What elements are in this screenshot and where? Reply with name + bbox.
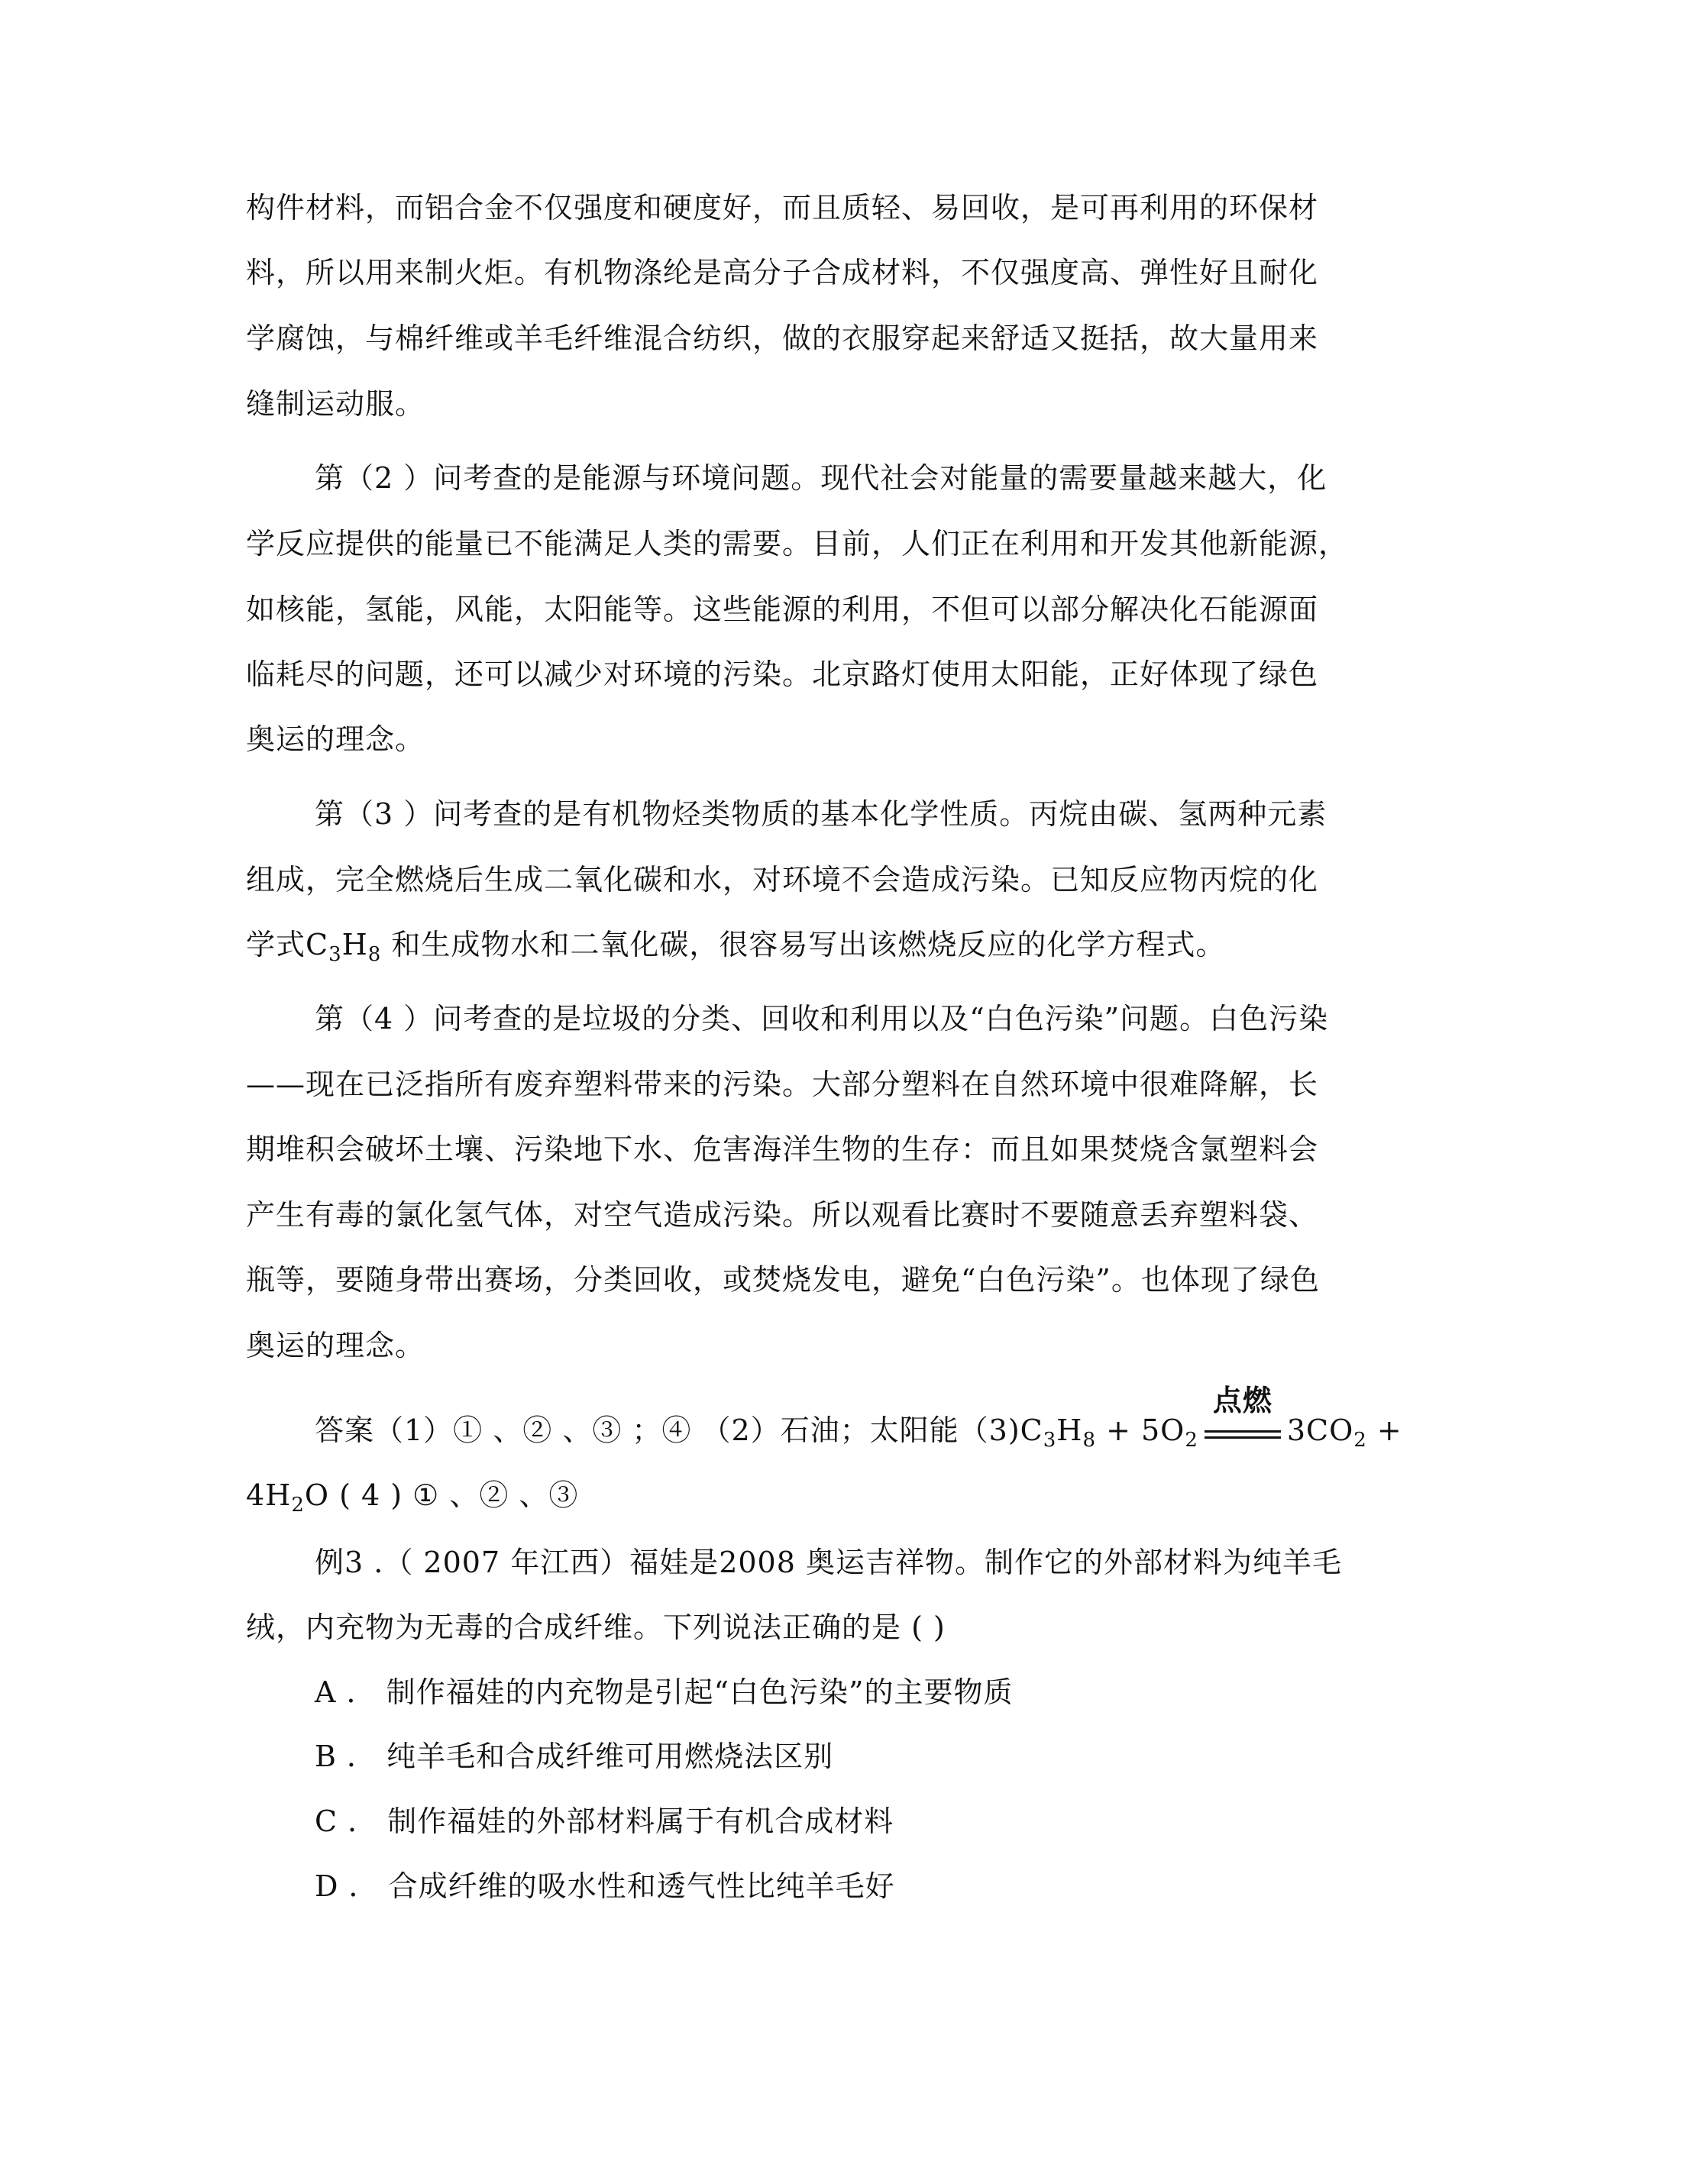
- paragraph-2-line-1: 第（2 ）问考查的是能源与环境问题。现代社会对能量的需要量越来越大，化: [315, 461, 1327, 495]
- reaction-condition-label: 点燃: [1212, 1382, 1272, 1417]
- paragraph-3-line-1: 第（3 ）问考查的是有机物烃类物质的基本化学性质。丙烷由碳、氢两种元素: [315, 797, 1327, 831]
- option-d: D ． 合成纤维的吸水性和透气性比纯羊毛好: [315, 1869, 895, 1903]
- answer-sub-o2: 2: [1185, 1429, 1198, 1452]
- option-a: A ． 制作福娃的内充物是引起“白色污染”的主要物质: [315, 1675, 1014, 1709]
- answer-line-2: [246, 1472, 578, 1518]
- double-line-top: [1205, 1430, 1281, 1433]
- answer-sub-co2: 2: [1353, 1429, 1367, 1452]
- paragraph-4-line-4: 产生有毒的氯化氢气体，对空气造成污染。所以观看比赛时不要随意丢弃塑料袋、: [246, 1198, 1319, 1232]
- paragraph-4-line-6: 奥运的理念。: [246, 1329, 425, 1362]
- option-c: C ． 制作福娃的外部材料属于有机合成材料: [315, 1804, 894, 1838]
- paragraph-4-line-1: 第（4 ）问考查的是垃圾的分类、回收和利用以及“白色污染”问题。白色污染: [315, 1002, 1329, 1035]
- paragraph-3-line-2: 组成，完全燃烧后生成二氧化碳和水，对环境不会造成污染。已知反应物丙烷的化: [246, 863, 1319, 897]
- p3-text-before: 学式C: [246, 928, 329, 961]
- p3-subscript-3: 3: [328, 943, 342, 966]
- answer-h: H: [1056, 1413, 1083, 1447]
- paragraph-2-line-5: 奥运的理念。: [246, 722, 425, 756]
- answer-prefix: 答案（1）① 、② 、③ ；④ （2）石油；太阳能（3)C: [315, 1413, 1043, 1447]
- reaction-condition-equals: [1200, 1382, 1285, 1449]
- paragraph-1-line-3: 学腐蚀，与棉纤维或羊毛纤维混合纺织，做的衣服穿起来舒适又挺括，故大量用来: [246, 321, 1319, 355]
- paragraph-1-line-2: 料，所以用来制火炬。有机物涤纶是高分子合成材料，不仅强度高、弹性好且耐化: [246, 256, 1319, 289]
- option-b: B ． 纯羊毛和合成纤维可用燃烧法区别: [315, 1740, 834, 1773]
- paragraph-2-line-4: 临耗尽的问题，还可以减少对环境的污染。北京路灯使用太阳能，正好体现了绿色: [246, 657, 1319, 691]
- answer-plus-end: +: [1366, 1413, 1402, 1447]
- answer-sub-h8: 8: [1082, 1429, 1096, 1452]
- paragraph-4-line-3: 期堆积会破坏土壤、污染地下水、危害海洋生物的生存：而且如果焚烧含氯塑料会: [246, 1132, 1319, 1166]
- paragraph-4-line-2: ——现在已泛指所有废弃塑料带来的污染。大部分塑料在自然环境中很难降解，长: [246, 1068, 1319, 1101]
- answer-sub-c3: 3: [1043, 1429, 1057, 1452]
- paragraph-4-line-5: 瓶等，要随身带出赛场，分类回收，或焚烧发电，避免“白色污染”。也体现了绿色: [246, 1263, 1320, 1297]
- answer-4h: 4H: [246, 1478, 292, 1512]
- answer-sub-h2: 2: [291, 1494, 305, 1517]
- paragraph-2-line-3: 如核能，氢能，风能，太阳能等。这些能源的利用，不但可以部分解决化石能源面: [246, 593, 1319, 626]
- p3-subscript-8: 8: [367, 943, 382, 966]
- p3-text-after: 和生成物水和二氧化碳，很容易写出该燃烧反应的化学方程式。: [381, 928, 1226, 961]
- answer-line-1: [315, 1382, 1402, 1453]
- answer-product-co2: 3CO: [1286, 1413, 1354, 1447]
- example-3-line-2: 绒，内充物为无毒的合成纤维。下列说法正确的是 ( ): [246, 1611, 946, 1644]
- p3-text-h: H: [341, 928, 368, 961]
- answer-plus-o2: + 5O: [1095, 1413, 1185, 1447]
- double-line-bottom: [1205, 1436, 1281, 1439]
- paragraph-3-line-3: [246, 922, 1225, 968]
- paragraph-1-line-1: 构件材料，而铝合金不仅强度和硬度好，而且质轻、易回收，是可再利用的环保材: [246, 191, 1319, 225]
- example-3-line-1: 例3 .（ 2007 年江西）福娃是2008 奥运吉祥物。制作它的外部材料为纯羊毛: [315, 1546, 1342, 1579]
- paragraph-1-line-4: 缝制运动服。: [246, 387, 425, 421]
- answer-line2-rest: O ( 4 ) ① 、② 、③: [304, 1478, 579, 1512]
- paragraph-2-line-2: 学反应提供的能量已不能满足人类的需要。目前，人们正在利用和开发其他新能源，: [246, 527, 1349, 561]
